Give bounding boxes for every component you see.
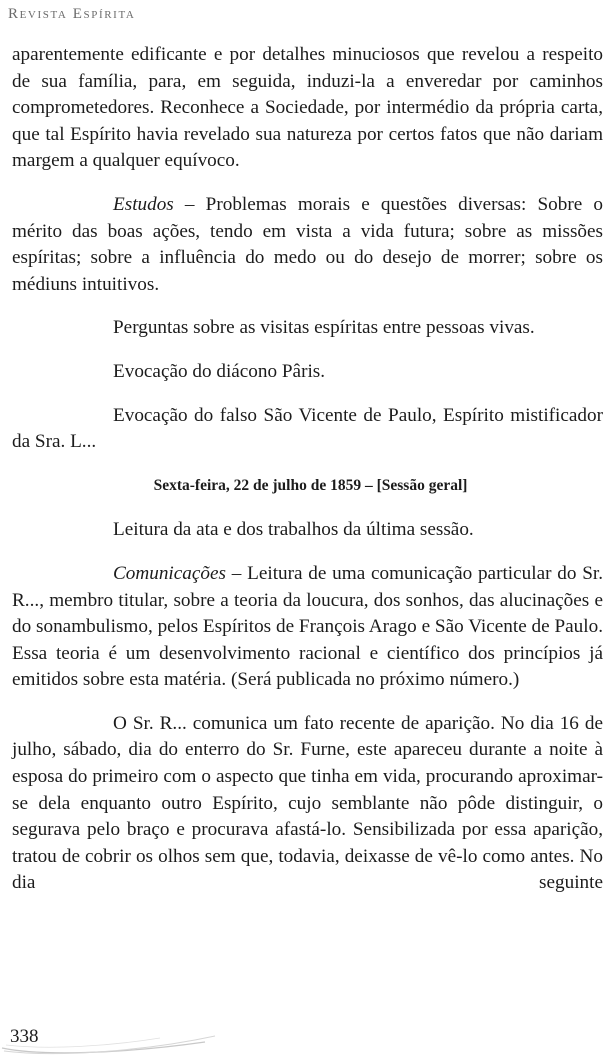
paragraph-letter-summary: aparentemente edificante e por detalhes minuciosos que revelou a respeito de sua família, para, em seguida, induzi-la a enveredar por caminhos comprometedores. Reconhece a Sociedade, por intermédio da própria carta, que tal Espírito havia revelado sua natureza por certos fatos que não dariam margem a qualquer equívoco.	[12, 44, 603, 172]
paragraph-evocacao-paris: Evocação do diácono Pâris.	[113, 360, 326, 382]
session-heading: Sexta-feira, 22 de julho de 1859 – [Sessão geral]	[153, 476, 468, 494]
paragraph-comunicacoes	[12, 561, 603, 694]
paragraph-perguntas: Perguntas sobre as visitas espíritas entre pessoas vivas.	[113, 317, 535, 339]
page-number: 338	[10, 1026, 39, 1047]
text-comunicacoes: – Leitura de uma comunicação particular do Sr. R..., membro titular, sobre a teoria da loucura, dos sonhos, das alucinações e do sonambulismo, pelos Espíritos de François Arago e São Vicente de Paulo. Essa teoria é um desenvolvimento racional e científico dos princípios já emitidos sobre esta matéria. (Será publicada no próximo número.)	[12, 562, 603, 691]
running-header: Revista Espírita	[8, 6, 136, 22]
page-body	[12, 42, 603, 914]
label-comunicacoes: Comunicações	[113, 562, 226, 584]
paragraph-evocacao-falso: Evocação do falso São Vicente de Paulo, Espírito mistificador da Sra. L...	[12, 404, 603, 453]
label-estudos: Estudos	[113, 193, 174, 215]
text-estudos: – Problemas morais e questões diversas: Sobre o mérito das boas ações, tendo em vista a vida futura; sobre as missões espíritas; sobre a influência do medo ou do desejo de morrer; sobre os médiuns intuitivos.	[12, 193, 603, 295]
paragraph-estudos	[12, 192, 603, 298]
paragraph-aparicao: O Sr. R... comunica um fato recente de aparição. No dia 16 de julho, sábado, dia do enterro do Sr. Furne, este apareceu durante a noite à esposa do primeiro com o aspecto que tinha em vida, procurando aproximar-se dela enquanto outro Espírito, cujo semblante não pôde distinguir, o segurava pelo braço e procurava afastá-lo. Sensibilizada por essa aparição, tratou de cobrir os olhos sem que, todavia, deixasse de vê-lo como antes. No dia seguinte	[12, 712, 603, 894]
paragraph-leitura-ata: Leitura da ata e dos trabalhos da última sessão.	[113, 519, 474, 541]
